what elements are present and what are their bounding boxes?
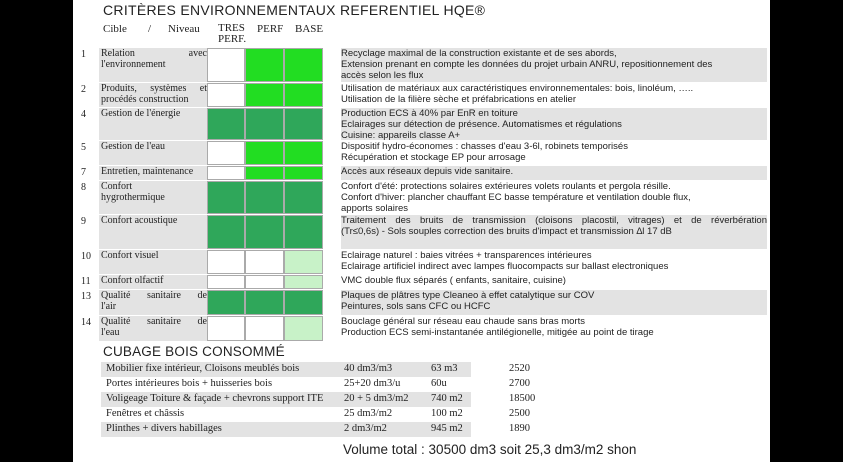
level-cell-tres xyxy=(207,108,245,140)
header-slash: / xyxy=(148,23,152,35)
header-perf: PERF xyxy=(257,23,284,35)
criteria-description xyxy=(341,48,767,82)
description-line: VMC double flux séparés ( enfants, sanitaire, cuisine) xyxy=(341,275,566,286)
criteria-label-line: l'environnement xyxy=(101,59,166,70)
cubage-title: CUBAGE BOIS CONSOMMÉ xyxy=(103,344,285,359)
cubage-row xyxy=(101,392,536,407)
cubage-quantity: 945 m2 xyxy=(431,423,463,434)
cubage-quantity: 60u xyxy=(431,378,447,389)
criteria-row xyxy=(73,181,770,214)
cubage-volume: 2520 xyxy=(509,363,530,374)
level-cell-base xyxy=(284,166,323,180)
criteria-description xyxy=(341,290,767,315)
criteria-label xyxy=(99,290,207,315)
cubage-volume: 2700 xyxy=(509,378,530,389)
criteria-description xyxy=(341,316,767,341)
cubage-ratio: 25 dm3/m2 xyxy=(344,408,393,419)
criteria-label-line: l'eau xyxy=(101,327,120,338)
cubage-row xyxy=(101,407,530,422)
level-cell-perf xyxy=(245,290,284,315)
level-cell-perf xyxy=(245,141,284,165)
criteria-number: 10 xyxy=(81,251,91,262)
criteria-row xyxy=(73,215,770,249)
criteria-number: 9 xyxy=(81,216,86,227)
criteria-number: 11 xyxy=(81,276,91,287)
criteria-label-line: Gestion de l'eau xyxy=(101,141,166,152)
criteria-number: 5 xyxy=(81,142,86,153)
level-cell-tres xyxy=(207,83,245,107)
level-cell-perf xyxy=(245,250,284,274)
cubage-item: Fenêtres et châssis xyxy=(106,408,185,419)
criteria-label-line: Qualité sanitaire de xyxy=(101,290,207,301)
level-cell-perf xyxy=(245,108,284,140)
criteria-label xyxy=(99,250,207,274)
description-line: Extension prenant en compte les données du projet urbain ANRU, repositionnement des xyxy=(341,59,713,70)
description-line: Utilisation de matériaux aux caractéristiques environnementales: bois, linoléum, ….. xyxy=(341,83,694,94)
level-cell-base xyxy=(284,275,323,289)
header-base: BASE xyxy=(295,23,324,35)
criteria-label xyxy=(99,48,207,82)
header-cible: Cible xyxy=(103,23,127,35)
cubage-ratio: 25+20 dm3/u xyxy=(344,378,401,389)
volume-total: Volume total : 30500 dm3 soit 25,3 dm3/m2 shon xyxy=(343,442,637,457)
criteria-label xyxy=(99,316,207,341)
level-cell-tres xyxy=(207,275,245,289)
level-cell-perf xyxy=(245,181,284,214)
criteria-number: 4 xyxy=(81,109,86,120)
cubage-item: Voligeage Toiture & façade + chevrons support ITE xyxy=(106,393,324,404)
criteria-label xyxy=(99,108,207,140)
criteria-description xyxy=(341,275,767,289)
criteria-description xyxy=(341,181,767,214)
level-cell-base xyxy=(284,290,323,315)
level-cell-perf xyxy=(245,275,284,289)
criteria-label xyxy=(99,215,207,249)
level-cell-perf xyxy=(245,215,284,249)
level-cell-perf xyxy=(245,316,284,341)
criteria-description xyxy=(341,215,767,249)
cubage-ratio: 40 dm3/m3 xyxy=(344,363,393,374)
description-line: Plaques de plâtres type Cleaneo à effet catalytique sur COV xyxy=(341,290,595,301)
cubage-volume: 18500 xyxy=(509,393,536,404)
level-cell-perf xyxy=(245,166,284,180)
description-line: apports solaires xyxy=(341,203,409,214)
criteria-row xyxy=(73,141,770,165)
cubage-ratio: 2 dm3/m2 xyxy=(344,423,387,434)
criteria-label xyxy=(99,141,207,165)
level-cell-tres xyxy=(207,290,245,315)
cubage-item: Plinthes + divers habillages xyxy=(106,423,222,434)
criteria-number: 1 xyxy=(81,49,86,60)
cubage-item: Portes intérieures bois + huisseries bois xyxy=(106,378,273,389)
level-cell-perf xyxy=(245,83,284,107)
level-cell-base xyxy=(284,108,323,140)
level-cell-tres xyxy=(207,141,245,165)
criteria-label-line: Relation avec xyxy=(101,48,207,59)
criteria-description xyxy=(341,141,767,165)
description-line: Production ECS à 40% par EnR en toiture xyxy=(341,108,518,119)
level-cell-tres xyxy=(207,166,245,180)
header-tres-perf xyxy=(218,23,246,45)
criteria-number: 7 xyxy=(81,167,86,178)
criteria-row xyxy=(73,250,770,274)
level-cell-base xyxy=(284,215,323,249)
criteria-label xyxy=(99,166,207,180)
cubage-volume: 1890 xyxy=(509,423,530,434)
criteria-label-line: Confort visuel xyxy=(101,250,159,261)
criteria-label-line: Confort olfactif xyxy=(101,275,164,286)
criteria-label-line: procédés construction xyxy=(101,94,189,105)
criteria-label-line: Produits, systèmes et xyxy=(101,83,207,94)
cubage-item: Mobilier fixe intérieur, Cloisons meublés bois xyxy=(106,363,300,374)
cubage-row xyxy=(101,422,530,437)
header-tres: TRES xyxy=(218,22,245,34)
header-niveau: Niveau xyxy=(168,23,200,35)
level-cell-base xyxy=(284,250,323,274)
criteria-number: 2 xyxy=(81,84,86,95)
level-cell-base xyxy=(284,316,323,341)
level-cell-base xyxy=(284,48,323,82)
level-cell-base xyxy=(284,141,323,165)
criteria-row xyxy=(73,108,770,140)
description-line: accès selon les flux xyxy=(341,70,424,81)
criteria-label-line: hygrothermique xyxy=(101,192,165,203)
description-line: Utilisation de la filière sèche et préfabrications en atelier xyxy=(341,94,576,105)
header-tres-perf-label: PERF. xyxy=(218,33,247,45)
level-cell-base xyxy=(284,83,323,107)
description-line: Recyclage maximal de la construction existante et de ses abords, xyxy=(341,48,617,59)
criteria-label xyxy=(99,181,207,214)
criteria-description xyxy=(341,250,767,274)
cubage-quantity: 63 m3 xyxy=(431,363,458,374)
description-line: Confort d'été: protections solaires extérieures volets roulants et pergola résille. xyxy=(341,181,671,192)
description-line: Eclairages sur détection de présence. Automatismes et régulations xyxy=(341,119,622,130)
cubage-quantity: 100 m2 xyxy=(431,408,463,419)
level-cell-tres xyxy=(207,250,245,274)
description-line: Eclairage artificiel indirect avec lampes fluocompacts sur ballast electroniques xyxy=(341,261,669,272)
description-line: Cuisine: appareils classe A+ xyxy=(341,130,461,140)
description-line: Eclairage naturel : baies vitrées + transparences intérieures xyxy=(341,250,592,261)
description-line: (Tr≤0,6s) - Sols souples correction des bruits d'impact et transmission ∆l 17 dB xyxy=(341,226,672,237)
cubage-ratio: 20 + 5 dm3/m2 xyxy=(344,393,409,404)
criteria-description xyxy=(341,166,767,180)
criteria-label-line: Confort acoustique xyxy=(101,215,178,226)
criteria-number: 13 xyxy=(81,291,91,302)
criteria-label-line: Entretien, maintenance xyxy=(101,166,194,177)
description-line: Récupération et stockage EP pour arrosage xyxy=(341,152,526,163)
level-cell-tres xyxy=(207,181,245,214)
description-line: Confort d'hiver: plancher chauffant EC basse température et ventilation double flux, xyxy=(341,192,691,203)
criteria-label-line: l'air xyxy=(101,301,117,312)
criteria-number: 14 xyxy=(81,317,91,328)
criteria-label-line: Qualité sanitaire de xyxy=(101,316,207,327)
level-cell-tres xyxy=(207,215,245,249)
criteria-row xyxy=(73,48,770,82)
cubage-volume: 2500 xyxy=(509,408,530,419)
level-cell-perf xyxy=(245,48,284,82)
document-page xyxy=(73,0,770,462)
criteria-row xyxy=(73,166,770,180)
criteria-row xyxy=(73,275,770,289)
page-title: CRITÈRES ENVIRONNEMENTAUX REFERENTIEL HQE® xyxy=(103,2,486,18)
cubage-row xyxy=(101,362,530,377)
level-cell-base xyxy=(284,181,323,214)
criteria-label xyxy=(99,83,207,107)
description-line: Dispositif hydro-économes : chasses d'eau 3-6l, robinets temporisés xyxy=(341,141,628,152)
criteria-label-line: Confort xyxy=(101,181,133,192)
description-line: Bouclage général sur réseau eau chaude sans bras morts xyxy=(341,316,585,327)
level-cell-tres xyxy=(207,48,245,82)
description-line: Accès aux réseaux depuis vide sanitaire. xyxy=(341,166,514,177)
criteria-row xyxy=(73,83,770,107)
criteria-row xyxy=(73,316,770,341)
criteria-description xyxy=(341,108,767,140)
description-line: Peintures, sols sans CFC ou HCFC xyxy=(341,301,491,312)
criteria-row xyxy=(73,290,770,315)
cubage-row xyxy=(101,377,530,392)
description-line: Traitement des bruits de transmission (cloisons placostil, vitrages) et de réverbération xyxy=(341,215,767,226)
criteria-description xyxy=(341,83,767,107)
description-line: Production ECS semi-instantanée antilégionelle, mitigée au point de tirage xyxy=(341,327,654,338)
criteria-label-line: Gestion de l'énergie xyxy=(101,108,181,119)
criteria-label xyxy=(99,275,207,289)
cubage-quantity: 740 m2 xyxy=(431,393,463,404)
level-cell-tres xyxy=(207,316,245,341)
criteria-number: 8 xyxy=(81,182,86,193)
